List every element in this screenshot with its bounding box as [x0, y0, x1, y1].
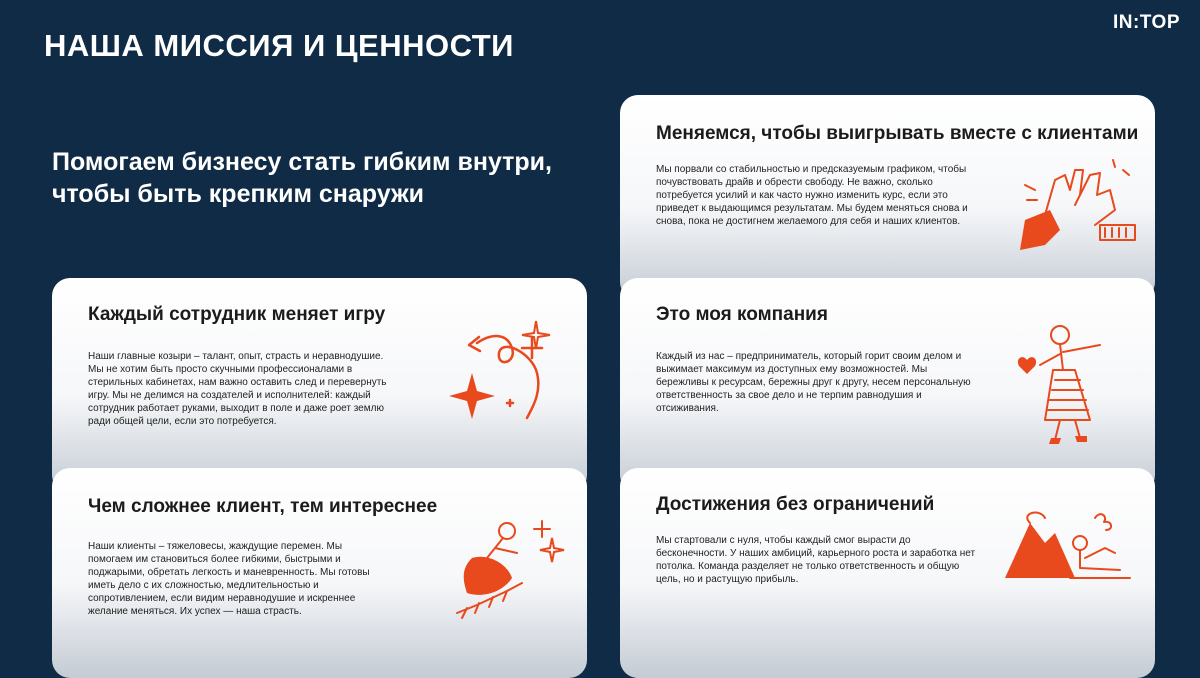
arrow-sparkles-icon	[447, 313, 557, 428]
card-body: Наши клиенты – тяжеловесы, жаждущие перемен. Мы помогаем им становиться более гибкими, быстрыми и поджарыми, обретать легкость и маневренность. Мы готовы иметь дело с их сложностью, медлительностью и сопротивлением, если видим неравнодушие и искреннее желание меняться. Их успех — наша страсть.	[88, 541, 370, 617]
value-card-change-to-win	[620, 95, 1155, 300]
value-card-complex-clients	[52, 468, 587, 678]
card-title: Чем сложнее клиент, тем интереснее	[88, 496, 438, 517]
card-title: Каждый сотрудник меняет игру	[88, 304, 386, 325]
value-card-game-changer	[52, 278, 587, 493]
slogan-line-2: чтобы быть крепким снаружи	[52, 180, 425, 208]
card-title: Это моя компания	[656, 304, 828, 325]
mountain-relax-icon	[1000, 508, 1140, 598]
page-title: НАША МИССИЯ И ЦЕННОСТИ	[44, 28, 514, 63]
slogan-line-1: Помогаем бизнесу стать гибким внутри,	[52, 148, 552, 176]
value-card-my-company	[620, 278, 1155, 493]
card-body: Мы порвали со стабильностью и предсказуемым графиком, чтобы почувствовать драйв и обрести свободу. Не важно, сколько потребуется усилий и как часто нужно изменить курс, если это приведет к выдающимся результатам. Мы будем меняться снова и снова, пока не достигнем желаемого для себя и наших клиентов.	[656, 164, 968, 227]
card-body: Наши главные козыри – талант, опыт, страсть и неравнодушие. Мы не хотим быть просто скучными профессионалами в стерильных кабинетах, нам важно оставить след и перевернуть игру. Мы не делимся на создателей и исполнителей: каждый сотрудник работает руками, выходит в поле и даже роет землю ради общей цели, если это потребуется.	[88, 351, 387, 427]
card-body: Каждый из нас – предприниматель, который горит своим делом и выжимает максимум из доступных ему возможностей. Мы бережливы к ресурсам, бережны друг к другу, несем персональную ответственность за свое дело и не терпим равнодушия и отсиживания.	[656, 351, 971, 414]
value-card-limitless	[620, 468, 1155, 678]
company-logo: IN:TOP	[1112, 12, 1180, 33]
card-title: Достижения без ограничений	[656, 494, 935, 515]
card-title: Меняемся, чтобы выигрывать вместе с клиентами	[656, 123, 1139, 144]
dancing-person-heart-icon	[1015, 320, 1125, 450]
high-five-icon	[1015, 155, 1145, 255]
climbing-person-icon	[437, 513, 567, 623]
mission-slogan	[52, 146, 632, 210]
card-body: Мы стартовали с нуля, чтобы каждый смог вырасти до бесконечности. У наших амбиций, карьерного роста и заработка нет потолка. Команда разделяет не только ответственность и общую цель, но и растущую прибыль.	[656, 535, 976, 585]
